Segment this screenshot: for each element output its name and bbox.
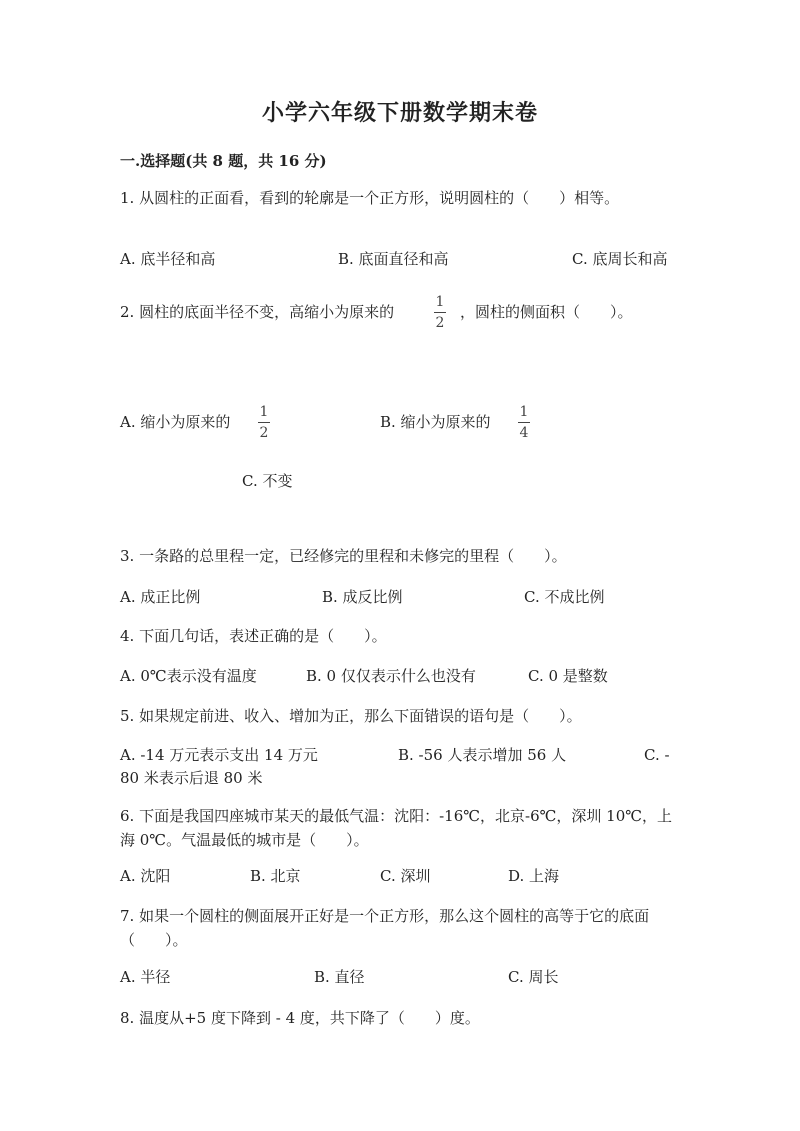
question-4-option-c: C. 0 是整数 xyxy=(528,667,608,685)
question-4-stem: 4. 下面几句话，表述正确的是（ ）。 xyxy=(120,627,387,645)
question-4-option-a: A. 0℃表示没有温度 xyxy=(120,667,257,685)
question-2-stem-part1: 2. 圆柱的底面半径不变，高缩小为原来的 xyxy=(120,303,395,321)
question-7-option-c: C. 周长 xyxy=(508,968,559,986)
fraction-bar xyxy=(518,422,530,423)
question-5-option-c-continued: 80 米表示后退 80 米 xyxy=(120,769,263,787)
question-6-option-d: D. 上海 xyxy=(508,867,560,885)
question-3-option-b: B. 成反比例 xyxy=(322,588,403,606)
page-title: 小学六年级下册数学期末卷 xyxy=(261,100,538,126)
question-1-stem: 1. 从圆柱的正面看，看到的轮廓是一个正方形，说明圆柱的（ ）相等。 xyxy=(120,189,620,207)
question-2-option-a: A. 缩小为原来的 xyxy=(120,413,231,431)
question-4-option-b: B. 0 仅仅表示什么也没有 xyxy=(306,667,476,685)
question-2-option-b: B. 缩小为原来的 xyxy=(380,413,491,431)
question-3-option-a: A. 成正比例 xyxy=(120,588,201,606)
fraction-numerator: 1 xyxy=(519,404,529,420)
question-2-stem-fraction xyxy=(434,294,446,331)
question-5-option-a: A. -14 万元表示支出 14 万元 xyxy=(120,746,318,764)
fraction-denominator: 2 xyxy=(435,315,445,331)
question-5-option-b: B. -56 人表示增加 56 人 xyxy=(398,746,567,764)
question-6-option-b: B. 北京 xyxy=(250,867,301,885)
question-7-stem: 7. 如果一个圆柱的侧面展开正好是一个正方形，那么这个圆柱的高等于它的底面（ ）。 xyxy=(120,907,650,949)
question-3-option-c: C. 不成比例 xyxy=(524,588,605,606)
question-6-stem: 6. 下面是我国四座城市某天的最低气温：沈阳：-16℃，北京-6℃，深圳 10℃，上海 0℃。气温最低的城市是（ ）。 xyxy=(120,807,673,849)
fraction-numerator: 1 xyxy=(435,294,445,310)
fraction-numerator: 1 xyxy=(259,404,269,420)
question-1-option-b: B. 底面直径和高 xyxy=(338,250,449,268)
fraction-bar xyxy=(258,422,270,423)
question-6-option-c: C. 深圳 xyxy=(380,867,431,885)
question-2-option-a-fraction xyxy=(258,404,270,441)
question-8-stem: 8. 温度从+5 度下降到 - 4 度，共下降了（ ）度。 xyxy=(120,1009,480,1027)
fraction-denominator: 4 xyxy=(519,425,529,441)
fraction-denominator: 2 xyxy=(259,425,269,441)
question-1-option-c: C. 底周长和高 xyxy=(572,250,668,268)
question-2-option-b-fraction xyxy=(518,404,530,441)
question-5-option-c: C. - xyxy=(644,746,670,764)
question-2-option-c: C. 不变 xyxy=(242,472,293,490)
question-2-stem-part2: ，圆柱的侧面积（ ）。 xyxy=(460,303,633,321)
section-heading: 一.选择题(共 8 题，共 16 分) xyxy=(120,152,327,170)
fraction-bar xyxy=(434,312,446,313)
question-7-option-b: B. 直径 xyxy=(314,968,365,986)
question-1-option-a: A. 底半径和高 xyxy=(120,250,216,268)
question-6-option-a: A. 沈阳 xyxy=(120,867,171,885)
question-3-stem: 3. 一条路的总里程一定，已经修完的里程和未修完的里程（ ）。 xyxy=(120,547,567,565)
question-7-option-a: A. 半径 xyxy=(120,968,171,986)
question-5-stem: 5. 如果规定前进、收入、增加为正，那么下面错误的语句是（ ）。 xyxy=(120,707,582,725)
